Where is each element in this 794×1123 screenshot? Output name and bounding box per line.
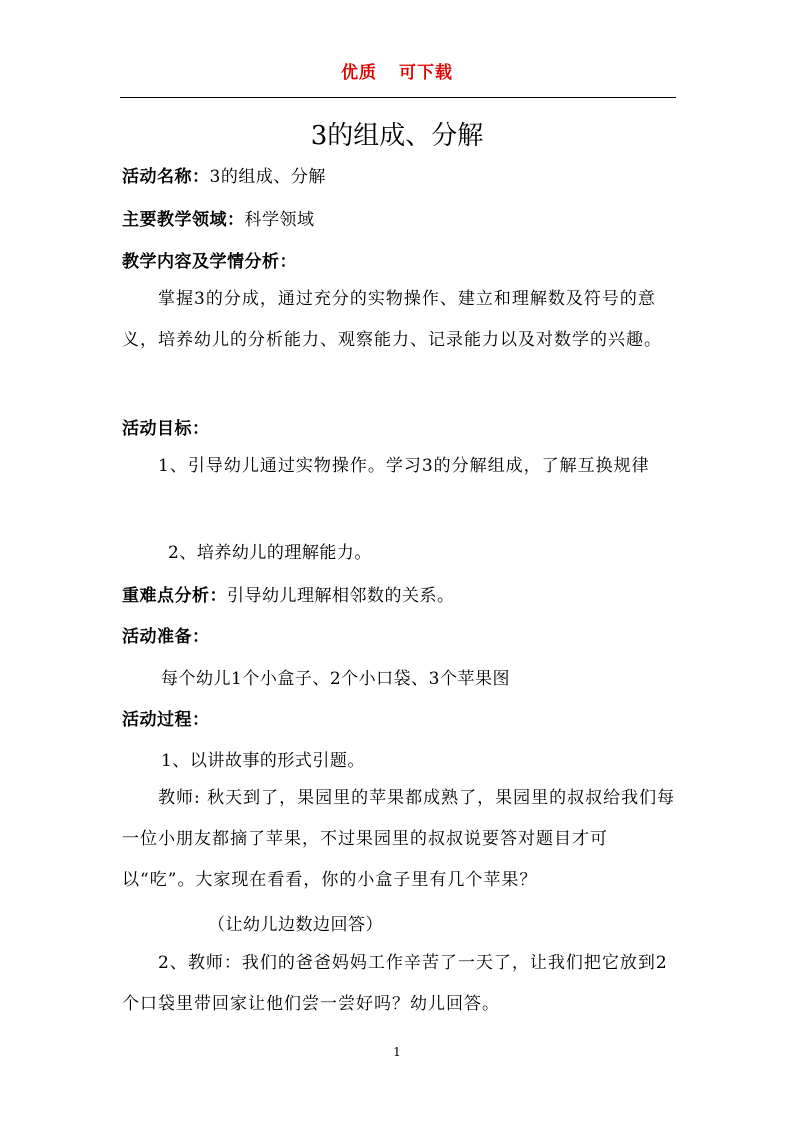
activity-name-label: 活动名称： [122, 167, 210, 187]
activity-name-value: 3的组成、分解 [209, 167, 326, 187]
header-text-left: 优质 [341, 63, 377, 83]
page-header [0, 58, 794, 83]
goals-heading: 活动目标： [122, 419, 210, 439]
page-number: 1 [393, 1045, 401, 1059]
header-text-right: 可下载 [399, 63, 453, 83]
analysis-paragraph: 掌握3的分成，通过充分的实物操作、建立和理解数及符号的意义，培养幼儿的分析能力、观察能力、记录能力以及对数学的兴趣。 [122, 289, 662, 350]
prep-text: 每个幼儿1个小盒子、2个小口袋、3个苹果图 [161, 669, 510, 689]
difficulty-line [122, 581, 455, 606]
analysis-heading: 教学内容及学情分析： [122, 252, 297, 272]
prep-heading: 活动准备： [122, 627, 210, 647]
domain-line [122, 205, 315, 230]
domain-value: 科学领域 [244, 210, 315, 230]
goal-item-2: 2、培养幼儿的理解能力。 [168, 543, 372, 563]
process-note: （让幼儿边数边回答） [208, 915, 383, 935]
header-rule [120, 97, 676, 98]
process-step-1: 1、以讲故事的形式引题。 [161, 751, 365, 771]
goal-item-1: 1、引导幼儿通过实物操作。学习3的分解组成，了解互换规律 [122, 456, 650, 476]
domain-label: 主要教学领域： [122, 210, 245, 230]
difficulty-label: 重难点分析： [122, 586, 227, 606]
difficulty-value: 引导幼儿理解相邻数的关系。 [227, 586, 455, 606]
teacher-paragraph-1: 教师: 秋天到了，果园里的苹果都成熟了，果园里的叔叔给我们每一位小朋友都摘了苹果，不过果园里的叔叔说要答对题目才可以“吃”。大家现在看看，你的小盒子里有几个苹果？ [122, 788, 676, 890]
process-step-2: 2、教师：我们的爸爸妈妈工作辛苦了一天了，让我们把它放到2个口袋里带回家让他们尝一尝好吗？幼儿回答。 [122, 953, 668, 1014]
process-heading: 活动过程： [122, 710, 210, 730]
activity-name-line [122, 162, 326, 187]
page-title: 3的组成、分解 [310, 121, 484, 151]
